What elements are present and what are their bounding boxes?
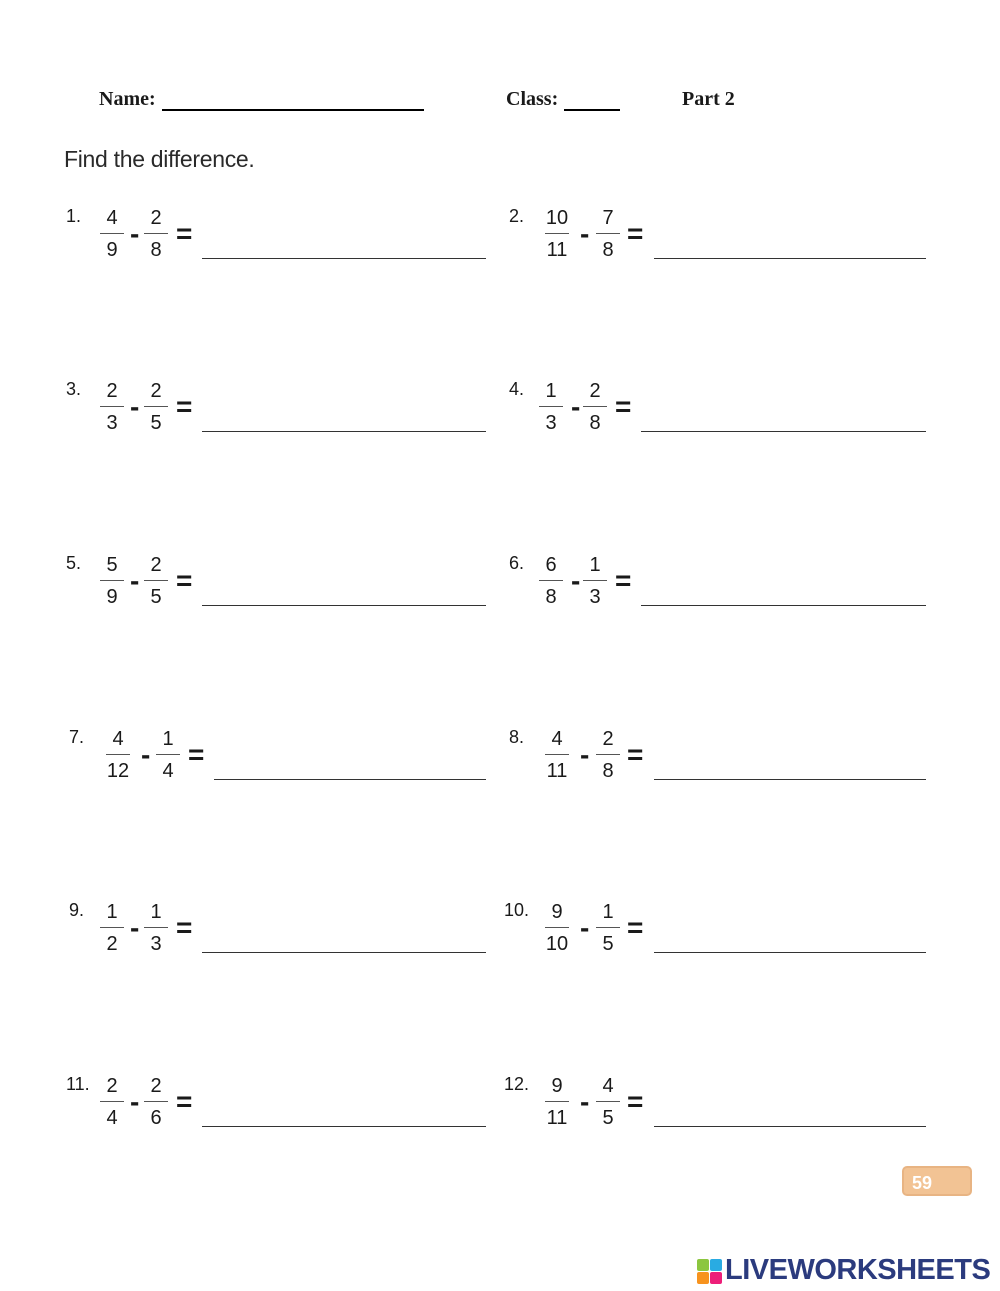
problem-number: 6. (509, 553, 525, 573)
equals-sign: = (176, 912, 193, 943)
equals-sign: = (176, 391, 193, 422)
denominator: 11 (546, 239, 568, 261)
numerator: 4 (602, 1075, 614, 1097)
denominator: 3 (545, 412, 557, 434)
answer-line[interactable] (641, 605, 926, 606)
numerator: 2 (150, 207, 162, 229)
problem-number: 1. (66, 206, 82, 226)
fraction-a (537, 727, 577, 783)
numerator: 2 (150, 1075, 162, 1097)
numerator: 1 (589, 554, 601, 576)
fraction-b (136, 379, 176, 435)
problem-number: 5. (66, 553, 82, 573)
fraction-bar (144, 406, 168, 407)
problem-number: 2. (509, 206, 525, 226)
numerator: 5 (106, 554, 118, 576)
fraction-bar (545, 927, 569, 928)
denominator: 8 (545, 586, 557, 608)
numerator: 1 (162, 728, 174, 750)
answer-line[interactable] (641, 431, 926, 432)
fraction-bar (539, 580, 563, 581)
denominator: 3 (150, 933, 162, 955)
fraction-bar (545, 1101, 569, 1102)
problem-number: 8. (509, 727, 525, 747)
minus-sign: - (580, 1086, 590, 1117)
fraction-b (136, 206, 176, 262)
fraction-bar (583, 406, 607, 407)
instruction-text: Find the difference. (64, 146, 255, 172)
numerator: 7 (602, 207, 614, 229)
fraction-a (537, 206, 577, 262)
fraction-bar (596, 927, 620, 928)
numerator: 1 (106, 901, 118, 923)
liveworksheets-logo-icon (697, 1259, 723, 1285)
fraction-bar (144, 1101, 168, 1102)
problem-number: 3. (66, 379, 82, 399)
fraction-a (92, 206, 132, 262)
page-number-badge (902, 1166, 972, 1196)
answer-line[interactable] (654, 779, 926, 780)
fraction-bar (100, 580, 124, 581)
fraction-a (531, 553, 571, 609)
minus-sign: - (141, 739, 151, 770)
minus-sign: - (130, 1086, 140, 1117)
minus-sign: - (130, 912, 140, 943)
fraction-b (136, 1074, 176, 1130)
denominator: 3 (106, 412, 118, 434)
minus-sign: - (580, 739, 590, 770)
fraction-b (575, 379, 615, 435)
problem-number: 7. (69, 727, 85, 747)
problem-number: 4. (509, 379, 525, 399)
numerator: 2 (150, 380, 162, 402)
equals-sign: = (176, 565, 193, 596)
fraction-bar (596, 1101, 620, 1102)
answer-line[interactable] (654, 258, 926, 259)
fraction-bar (100, 1101, 124, 1102)
minus-sign: - (571, 565, 581, 596)
numerator: 1 (602, 901, 614, 923)
name-label: Name: (99, 88, 156, 110)
denominator: 12 (106, 760, 130, 782)
numerator: 1 (150, 901, 162, 923)
numerator: 2 (106, 1075, 118, 1097)
fraction-a (98, 727, 138, 783)
fraction-b (575, 553, 615, 609)
numerator: 4 (551, 728, 563, 750)
numerator: 10 (545, 207, 569, 229)
fraction-bar (100, 406, 124, 407)
answer-line[interactable] (202, 952, 486, 953)
worksheet-header (0, 88, 1000, 118)
denominator: 8 (602, 760, 614, 782)
denominator: 6 (150, 1107, 162, 1129)
denominator: 5 (602, 933, 614, 955)
class-blank-line[interactable] (564, 91, 620, 111)
answer-line[interactable] (202, 605, 486, 606)
denominator: 8 (589, 412, 601, 434)
fraction-bar (583, 580, 607, 581)
denominator: 10 (545, 933, 569, 955)
denominator: 9 (106, 586, 118, 608)
denominator: 3 (589, 586, 601, 608)
problem-number: 12. (504, 1074, 530, 1094)
fraction-bar (144, 233, 168, 234)
class-field[interactable] (506, 88, 620, 111)
fraction-a (537, 900, 577, 956)
denominator: 9 (106, 239, 118, 261)
minus-sign: - (580, 218, 590, 249)
denominator: 4 (106, 1107, 118, 1129)
minus-sign: - (130, 391, 140, 422)
denominator: 8 (602, 239, 614, 261)
numerator: 4 (106, 207, 118, 229)
fraction-a (92, 553, 132, 609)
fraction-b (588, 900, 628, 956)
problem-number: 9. (69, 900, 85, 920)
answer-line[interactable] (654, 1126, 926, 1127)
equals-sign: = (188, 739, 205, 770)
denominator: 2 (106, 933, 118, 955)
equals-sign: = (627, 739, 644, 770)
equals-sign: = (615, 391, 632, 422)
equals-sign: = (176, 1086, 193, 1117)
fraction-a (92, 1074, 132, 1130)
fraction-a (537, 1074, 577, 1130)
part-label: Part 2 (682, 88, 735, 110)
fraction-bar (144, 580, 168, 581)
fraction-a (92, 900, 132, 956)
fraction-b (588, 206, 628, 262)
numerator: 2 (150, 554, 162, 576)
answer-line[interactable] (654, 952, 926, 953)
problem-number: 11. (66, 1074, 90, 1094)
answer-line[interactable] (202, 258, 486, 259)
fraction-a (92, 379, 132, 435)
numerator: 2 (589, 380, 601, 402)
answer-line[interactable] (202, 1126, 486, 1127)
denominator: 8 (150, 239, 162, 261)
fraction-b (588, 1074, 628, 1130)
problem-number: 10. (504, 900, 530, 920)
answer-line[interactable] (202, 431, 486, 432)
page-number: 59 (912, 1173, 933, 1193)
fraction-a (531, 379, 571, 435)
fraction-b (588, 727, 628, 783)
fraction-b (148, 727, 188, 783)
brand-name: LIVEWORKSHEETS (725, 1254, 991, 1286)
numerator: 9 (551, 1075, 563, 1097)
fraction-bar (596, 754, 620, 755)
equals-sign: = (627, 1086, 644, 1117)
numerator: 6 (545, 554, 557, 576)
numerator: 2 (106, 380, 118, 402)
numerator: 1 (545, 380, 557, 402)
fraction-bar (156, 754, 180, 755)
minus-sign: - (130, 218, 140, 249)
minus-sign: - (580, 912, 590, 943)
name-field[interactable] (99, 88, 424, 111)
equals-sign: = (627, 218, 644, 249)
fraction-b (136, 553, 176, 609)
equals-sign: = (627, 912, 644, 943)
denominator: 5 (150, 412, 162, 434)
fraction-bar (106, 754, 130, 755)
fraction-bar (100, 927, 124, 928)
denominator: 11 (546, 1107, 568, 1129)
numerator: 4 (112, 728, 124, 750)
equals-sign: = (615, 565, 632, 596)
denominator: 5 (150, 586, 162, 608)
fraction-bar (545, 233, 569, 234)
numerator: 9 (551, 901, 563, 923)
class-label: Class: (506, 88, 559, 110)
minus-sign: - (571, 391, 581, 422)
equals-sign: = (176, 218, 193, 249)
minus-sign: - (130, 565, 140, 596)
fraction-bar (144, 927, 168, 928)
denominator: 11 (546, 760, 568, 782)
fraction-bar (596, 233, 620, 234)
fraction-bar (545, 754, 569, 755)
name-blank-line[interactable] (162, 91, 424, 111)
numerator: 2 (602, 728, 614, 750)
answer-line[interactable] (214, 779, 486, 780)
fraction-bar (100, 233, 124, 234)
denominator: 5 (602, 1107, 614, 1129)
fraction-bar (539, 406, 563, 407)
fraction-b (136, 900, 176, 956)
denominator: 4 (162, 760, 174, 782)
